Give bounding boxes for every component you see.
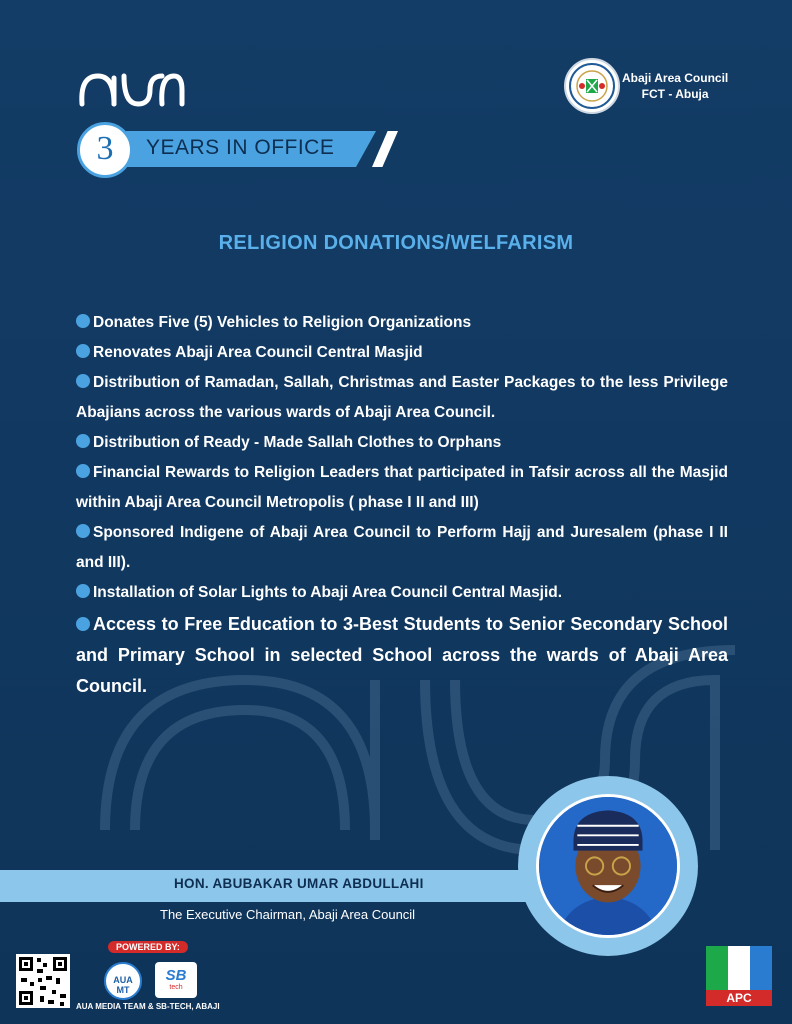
list-item-text: Sponsored Indigene of Abaji Area Council to Perform Hajj and Juresalem (phase I II and III).	[76, 524, 728, 571]
list-item-text: Financial Rewards to Religion Leaders that participated in Tafsir across all the Masjid within Abaji Area Council Metropolis ( phase I II and III)	[76, 464, 728, 511]
aua-logo-icon	[76, 66, 186, 110]
bullet-icon	[76, 344, 90, 358]
bullet-icon	[76, 314, 90, 328]
years-in-office-text: YEARS IN OFFICE	[146, 136, 335, 159]
list-item-text: Installation of Solar Lights to Abaji Area Council Central Masjid.	[93, 584, 563, 601]
bullet-icon	[76, 464, 90, 478]
years-in-office-banner	[96, 131, 402, 167]
section-title: RELIGION DONATIONS/WELFARISM	[218, 232, 574, 254]
chairman-role: The Executive Chairman, Abaji Area Council	[160, 907, 416, 922]
years-number: 3	[96, 130, 114, 167]
bullet-icon	[76, 524, 90, 538]
council-line-1: Abaji Area Council	[622, 71, 729, 85]
chairman-portrait	[536, 794, 680, 938]
bullet-icon	[76, 617, 90, 631]
bullet-icon	[76, 584, 90, 598]
sb-badge-text: SB	[165, 967, 187, 984]
list-item	[76, 308, 728, 338]
sb-tech-logo	[155, 962, 197, 998]
bullet-icon	[76, 434, 90, 448]
list-item	[76, 368, 728, 428]
list-item-text: Renovates Abaji Area Council Central Masjid	[93, 344, 423, 361]
list-item	[76, 609, 728, 702]
aua-media-team-logo	[104, 962, 142, 1000]
list-item-text: Donates Five (5) Vehicles to Religion Organizations	[93, 314, 472, 331]
list-item	[76, 338, 728, 368]
list-item-text: Access to Free Education to 3-Best Students to Senior Secondary School and Primary School in selected School across the wards of Abaji Area Council.	[76, 614, 728, 696]
council-line-2: FCT - Abuja	[641, 87, 709, 101]
media-team-credit: AUA MEDIA TEAM & SB-TECH, ABAJI	[76, 1002, 220, 1011]
party-label: APC	[706, 990, 772, 1006]
list-item-text: Distribution of Ready - Made Sallah Clothes to Orphans	[93, 434, 502, 451]
coat-of-arms-icon	[564, 58, 620, 114]
list-item	[76, 458, 728, 518]
council-name	[622, 70, 728, 102]
apc-flag-icon	[706, 946, 772, 1006]
bullet-icon	[76, 374, 90, 388]
achievement-list	[76, 308, 728, 702]
list-item	[76, 518, 728, 578]
chairman-name: HON. ABUBAKAR UMAR ABDULLAHI	[174, 876, 424, 891]
aua-badge-text: AUA MT	[113, 975, 133, 995]
qr-code-icon	[16, 954, 70, 1008]
years-badge	[77, 122, 133, 178]
list-item	[76, 428, 728, 458]
list-item-text: Distribution of Ramadan, Sallah, Christmas and Easter Packages to the less Privilege Abajians across the various wards of Abaji Area Council.	[76, 374, 728, 421]
list-item	[76, 578, 728, 608]
sb-badge-subtext: tech	[169, 984, 183, 991]
powered-by-label: POWERED BY:	[108, 941, 188, 953]
